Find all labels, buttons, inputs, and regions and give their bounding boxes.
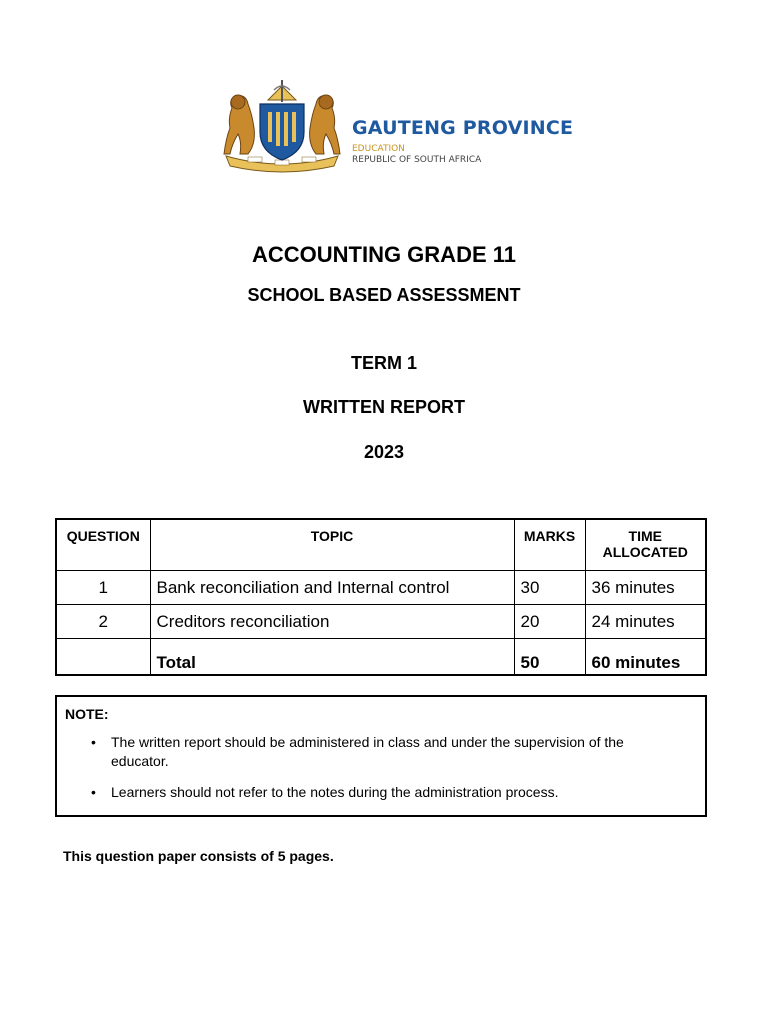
assessment-type: SCHOOL BASED ASSESSMENT <box>247 285 521 305</box>
country-name: REPUBLIC OF SOUTH AFRICA <box>352 155 482 165</box>
question-number: 1 <box>56 571 150 605</box>
note-item-text: Learners should not refer to the notes during the administration process. <box>111 784 559 800</box>
note-box <box>55 695 707 817</box>
task-label: WRITTEN REPORT <box>303 397 465 417</box>
bullet-icon: • <box>91 734 96 750</box>
question-number: 2 <box>56 605 150 639</box>
note-title: NOTE: <box>65 706 109 722</box>
bullet-icon: • <box>91 784 96 800</box>
note-item <box>57 733 705 771</box>
province-name: GAUTENG PROVINCE <box>352 117 574 139</box>
header-marks: MARKS <box>514 519 585 571</box>
subject-title: ACCOUNTING GRADE 11 <box>251 242 517 267</box>
note-item <box>57 783 705 802</box>
header-time-allocated: TIME ALLOCATED <box>585 519 706 571</box>
total-empty-cell <box>56 639 150 676</box>
table-row <box>56 605 706 639</box>
question-topic: Bank reconciliation and Internal control <box>150 571 514 605</box>
total-label: Total <box>150 639 514 676</box>
total-time: 60 minutes <box>585 639 706 676</box>
total-row <box>56 639 706 676</box>
department-name: EDUCATION <box>352 144 405 154</box>
page-count-note: This question paper consists of 5 pages. <box>63 848 334 864</box>
year-label: 2023 <box>363 442 405 462</box>
question-topic: Creditors reconciliation <box>150 605 514 639</box>
note-list <box>57 733 705 814</box>
question-marks: 30 <box>514 571 585 605</box>
total-marks: 50 <box>514 639 585 676</box>
question-time: 24 minutes <box>585 605 706 639</box>
question-time: 36 minutes <box>585 571 706 605</box>
term-label: TERM 1 <box>350 353 417 373</box>
question-marks: 20 <box>514 605 585 639</box>
table-header-row <box>56 519 706 571</box>
note-item-text: The written report should be administered in class and under the supervision of the educator. <box>111 734 624 769</box>
header-topic: TOPIC <box>150 519 514 571</box>
header-question: QUESTION <box>56 519 150 571</box>
table-row <box>56 571 706 605</box>
gauteng-logo <box>218 78 574 174</box>
question-table <box>55 518 707 676</box>
coat-of-arms-icon <box>218 78 346 174</box>
